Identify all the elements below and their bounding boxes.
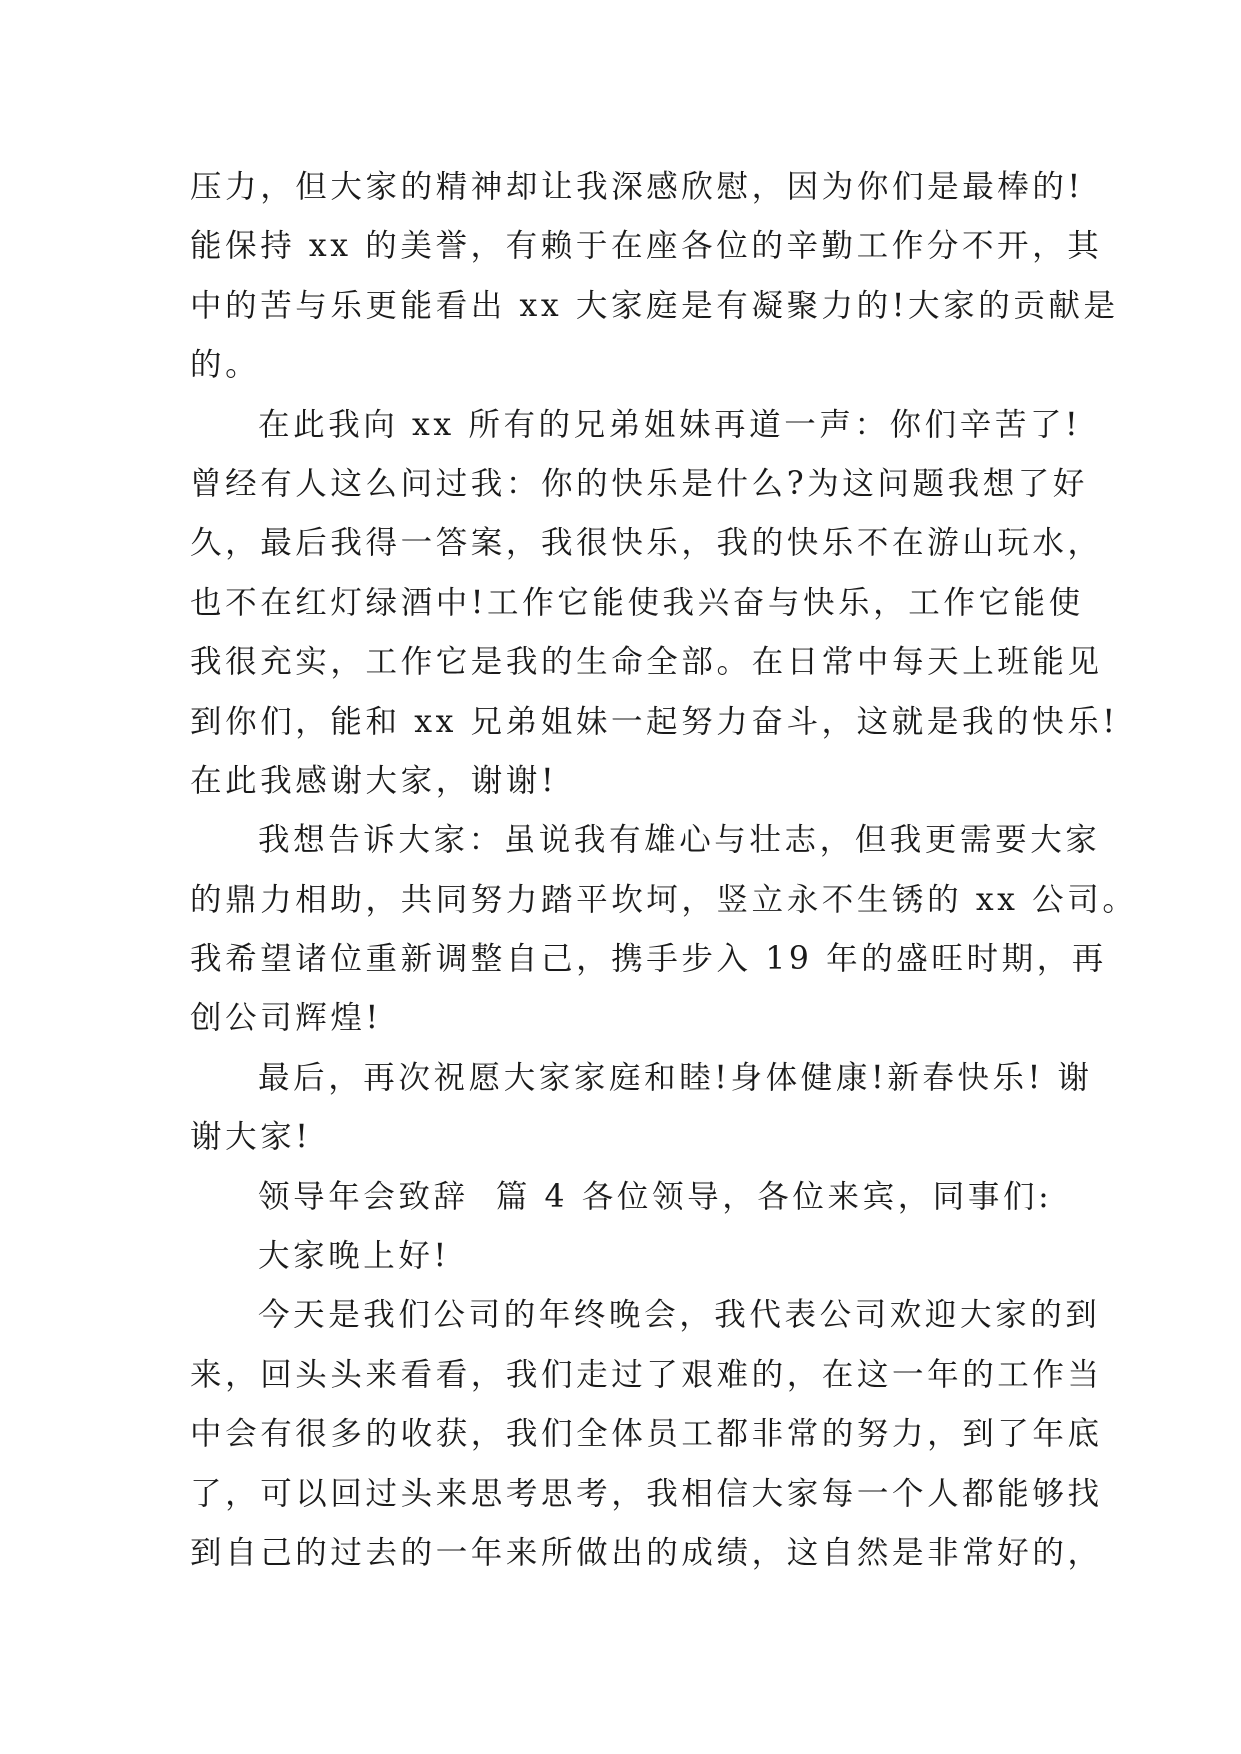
text-line: 也不在红灯绿酒中!工作它能使我兴奋与快乐，工作它能使 <box>190 584 1084 621</box>
text-line: 来，回头头来看看，我们走过了艰难的，在这一年的工作当 <box>190 1356 1103 1393</box>
document-body <box>190 158 1138 1583</box>
text-line: 创公司辉煌! <box>190 1000 382 1037</box>
paragraph-start-line: 我想告诉大家：虽说我有雄心与壮志，但我更需要大家 <box>258 822 1101 859</box>
text-line: 的鼎力相助，共同努力踏平坎坷，竖立永不生锈的 xx 公司。 <box>190 881 1138 918</box>
text-line: 曾经有人这么问过我：你的快乐是什么?为这问题我想了好 <box>190 465 1088 502</box>
text-line: 到你们，能和 xx 兄弟姐妹一起努力奋斗，这就是我的快乐! <box>190 703 1119 740</box>
text-line: 到自己的过去的一年来所做出的成绩，这自然是非常好的， <box>190 1534 1103 1571</box>
paragraph-start-line: 在此我向 xx 所有的兄弟姐妹再道一声：你们辛苦了! <box>258 406 1082 443</box>
text-line: 在此我感谢大家，谢谢! <box>190 762 558 799</box>
paragraph-start-line: 最后，再次祝愿大家家庭和睦!身体健康!新春快乐! 谢 <box>258 1059 1093 1096</box>
paragraph-start-line: 今天是我们公司的年终晚会，我代表公司欢迎大家的到 <box>258 1297 1101 1334</box>
greeting-line: 大家晚上好! <box>258 1238 450 1275</box>
text-line: 中的苦与乐更能看出 xx 大家庭是有凝聚力的!大家的贡献是 <box>190 287 1119 324</box>
text-line: 压力，但大家的精神却让我深感欣慰，因为你们是最棒的! <box>190 169 1084 205</box>
text-line: 我很充实，工作它是我的生命全部。在日常中每天上班能见 <box>190 644 1103 681</box>
text-line: 了，可以回过头来思考思考，我相信大家每一个人都能够找 <box>190 1475 1103 1512</box>
text-line: 中会有很多的收获，我们全体员工都非常的努力，到了年底 <box>190 1416 1103 1453</box>
text-line: 能保持 xx 的美誉，有赖于在座各位的辛勤工作分不开，其 <box>190 228 1103 265</box>
text-line: 谢大家! <box>190 1119 312 1156</box>
text-line: 的。 <box>190 347 261 384</box>
section-heading-line: 领导年会致辞 篇 4 各位领导，各位来宾，同事们: <box>258 1178 1053 1215</box>
text-line: 我希望诸位重新调整自己，携手步入 19 年的盛旺时期，再 <box>190 941 1107 978</box>
text-line: 久，最后我得一答案，我很快乐，我的快乐不在游山玩水， <box>190 525 1103 562</box>
